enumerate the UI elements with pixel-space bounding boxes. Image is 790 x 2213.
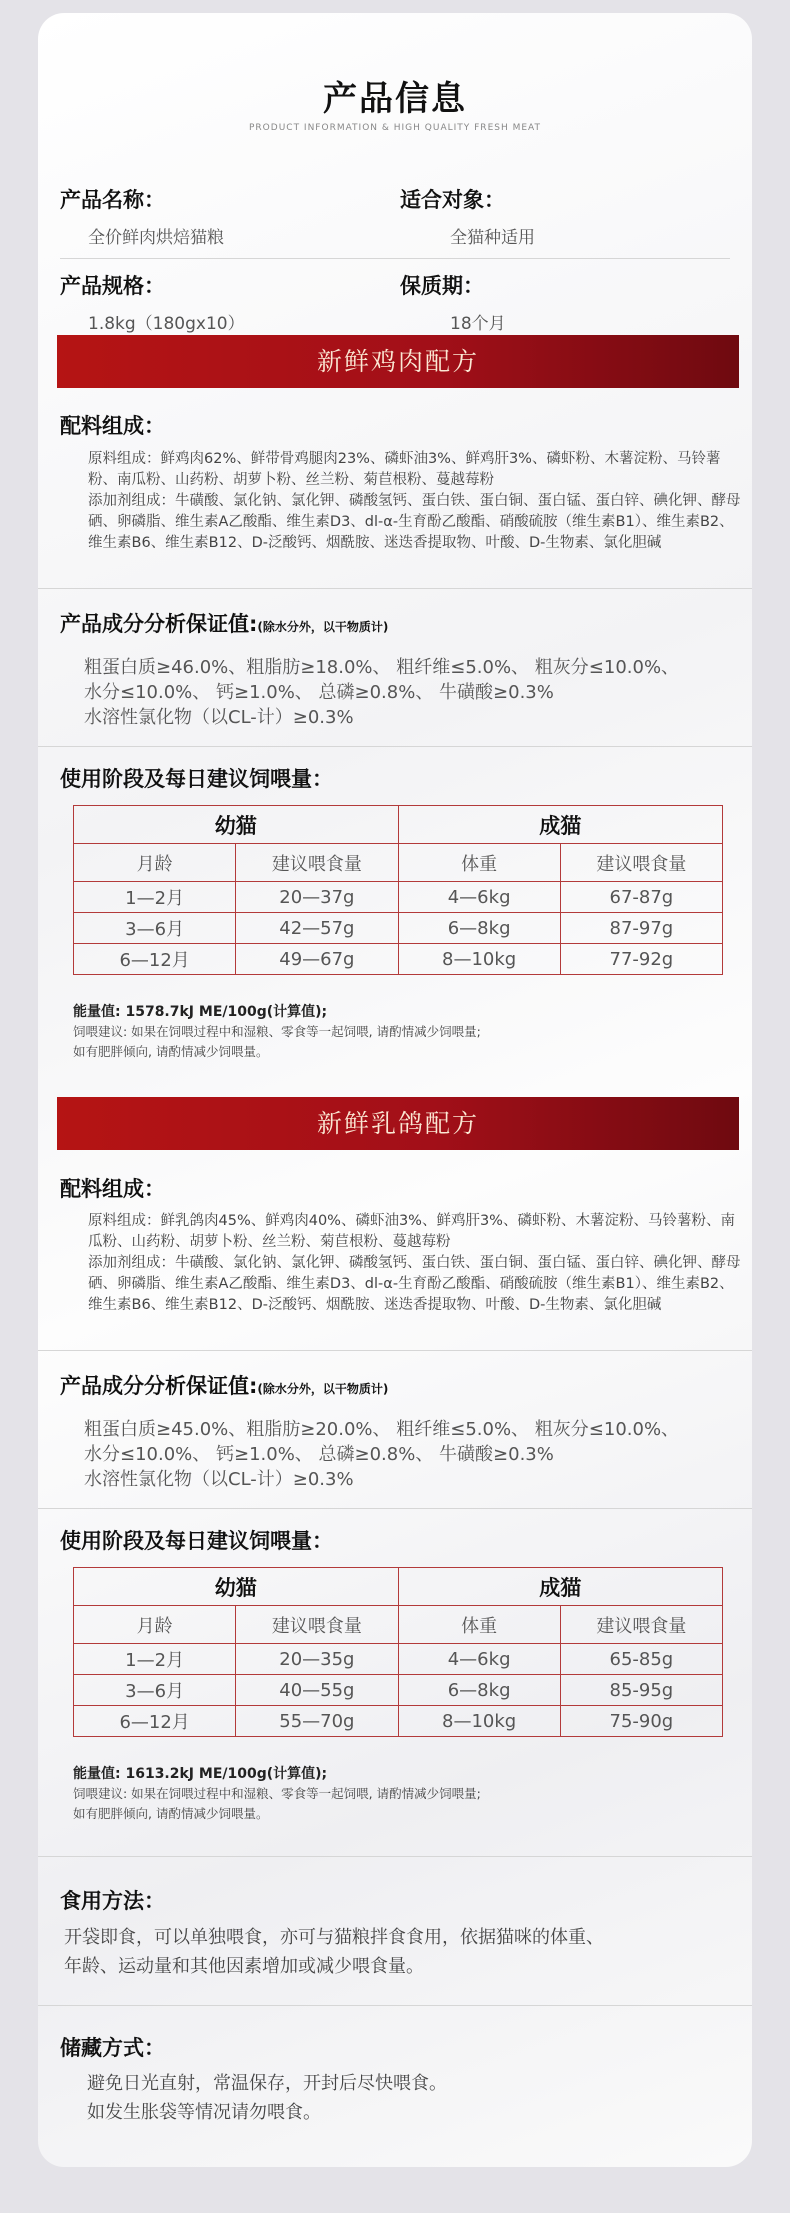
usage-text	[64, 1923, 604, 1981]
feeding-note: 饲喂建议: 如果在饲喂过程中和湿粮、零食等一起饲喂, 请酌情减少饲喂量;	[73, 1024, 481, 1039]
divider	[60, 258, 730, 259]
additives: 添加剂组成：牛磺酸、氯化钠、氯化钾、磷酸氢钙、蛋白铁、蛋白铜、蛋白锰、蛋白锌、碘化钾、酵母硒、卵磷脂、维生素A乙酸酯、维生素D3、dl-α-生育酚乙酸酯、硝酸硫胺（维生素B1）、维生素B2、维生素B6、维生素B12、D-泛酸钙、烟酰胺、迷迭香提取物、叶酸、D-生物素、氯化胆碱	[88, 493, 741, 551]
spec-label: 产品规格：	[60, 274, 165, 298]
divider	[38, 1856, 752, 1857]
table-cell: 40—55g	[236, 1675, 398, 1706]
storage-title: 储藏方式：	[60, 2036, 165, 2060]
analysis-row: 粗蛋白质≥46.0%、粗脂肪≥18.0%、 粗纤维≤5.0%、 粗灰分≤10.0%、	[84, 657, 680, 678]
analysis-note: (除水分外，以干物质计)	[257, 1382, 389, 1396]
divider	[38, 1508, 752, 1509]
table-cell: 4—6kg	[398, 1644, 560, 1675]
page-title: 产品信息	[323, 79, 467, 119]
table-row	[74, 1675, 723, 1706]
divider	[38, 746, 752, 747]
table-cell: 1—2月	[74, 882, 236, 913]
page-subtitle: PRODUCT INFORMATION & HIGH QUALITY FRESH MEAT	[249, 123, 541, 133]
analysis-row: 水分≤10.0%、 钙≥1.0%、 总磷≥0.8%、 牛磺酸≥0.3%	[84, 1444, 554, 1465]
table-cell: 8—10kg	[398, 1706, 560, 1737]
table-row	[74, 882, 723, 913]
table-cell: 6—12月	[74, 1706, 236, 1737]
table-cell: 4—6kg	[398, 882, 560, 913]
storage-line: 避免日光直射，常温保存，开封后尽快喂食。	[87, 2073, 447, 2094]
ingredients-block	[88, 449, 748, 554]
raw-ingredients: 原料组成：鲜乳鸽肉45%、鲜鸡肉40%、磷虾油3%、鲜鸡肝3%、磷虾粉、木薯淀粉、马铃薯粉、南瓜粉、山药粉、胡萝卜粉、丝兰粉、菊苣根粉、蔓越莓粉	[88, 1213, 735, 1250]
table-row	[74, 944, 723, 975]
col-header: 月龄	[74, 1606, 236, 1644]
analysis-row: 粗蛋白质≥45.0%、粗脂肪≥20.0%、 粗纤维≤5.0%、 粗灰分≤10.0%、	[84, 1419, 680, 1440]
table-cell: 6—8kg	[398, 913, 560, 944]
feeding-table	[73, 1567, 723, 1737]
table-cell: 77-92g	[560, 944, 722, 975]
adult-header: 成猫	[398, 806, 723, 844]
analysis-row: 水分≤10.0%、 钙≥1.0%、 总磷≥0.8%、 牛磺酸≥0.3%	[84, 682, 554, 703]
table-cell: 55—70g	[236, 1706, 398, 1737]
analysis-title: 产品成分分析保证值:(除水分外，以干物质计)	[60, 1374, 389, 1398]
adult-header: 成猫	[398, 1568, 723, 1606]
usage-line: 开袋即食，可以单独喂食，亦可与猫粮拌食食用，依据猫咪的体重、	[64, 1927, 604, 1948]
energy-value: 能量值: 1578.7kJ ME/100g(计算值);	[73, 1004, 328, 1020]
table-row	[74, 1644, 723, 1675]
table-cell: 20—35g	[236, 1644, 398, 1675]
feeding-note: 如有肥胖倾向, 请酌情减少饲喂量。	[73, 1044, 269, 1059]
product-name-label: 产品名称：	[60, 188, 165, 212]
usage-title: 食用方法：	[60, 1889, 165, 1913]
ingredients-title: 配料组成：	[60, 414, 165, 438]
table-cell: 3—6月	[74, 913, 236, 944]
analysis-title: 产品成分分析保证值:(除水分外，以干物质计)	[60, 612, 389, 636]
product-info-card	[38, 13, 752, 2167]
ingredients-block	[88, 1211, 748, 1316]
col-header: 月龄	[74, 844, 236, 882]
table-cell: 6—12月	[74, 944, 236, 975]
col-header: 体重	[398, 844, 560, 882]
table-cell: 49—67g	[236, 944, 398, 975]
table-cell: 75-90g	[560, 1706, 722, 1737]
table-cell: 6—8kg	[398, 1675, 560, 1706]
shelf-life-value: 18个月	[450, 314, 506, 334]
storage-line: 如发生胀袋等情况请勿喂食。	[87, 2102, 321, 2123]
table-cell: 67-87g	[560, 882, 722, 913]
usage-line: 年龄、运动量和其他因素增加或减少喂食量。	[64, 1956, 424, 1977]
analysis-row: 水溶性氯化物（以CL-计）≥0.3%	[84, 707, 354, 728]
kitten-header: 幼猫	[74, 806, 399, 844]
spec-value: 1.8kg（180gx10）	[88, 314, 245, 334]
formula-banner-pigeon: 新鲜乳鸽配方	[57, 1097, 739, 1150]
feeding-title: 使用阶段及每日建议饲喂量：	[60, 767, 333, 791]
table-cell: 42—57g	[236, 913, 398, 944]
table-cell: 1—2月	[74, 1644, 236, 1675]
table-cell: 20—37g	[236, 882, 398, 913]
col-header: 建议喂食量	[236, 1606, 398, 1644]
feeding-title: 使用阶段及每日建议饲喂量：	[60, 1529, 333, 1553]
additives: 添加剂组成：牛磺酸、氯化钠、氯化钾、磷酸氢钙、蛋白铁、蛋白铜、蛋白锰、蛋白锌、碘化钾、酵母硒、卵磷脂、维生素A乙酸酯、维生素D3、dl-α-生育酚乙酸酯、硝酸硫胺（维生素B1）、维生素B2、维生素B6、维生素B12、D-泛酸钙、烟酰胺、迷迭香提取物、叶酸、D-生物素、氯化胆碱	[88, 1255, 741, 1313]
analysis-note: (除水分外，以干物质计)	[257, 620, 389, 634]
col-header: 建议喂食量	[236, 844, 398, 882]
feeding-note: 如有肥胖倾向, 请酌情减少饲喂量。	[73, 1806, 269, 1821]
table-cell: 8—10kg	[398, 944, 560, 975]
raw-ingredients: 原料组成：鲜鸡肉62%、鲜带骨鸡腿肉23%、磷虾油3%、鲜鸡肝3%、磷虾粉、木薯淀粉、马铃薯粉、南瓜粉、山药粉、胡萝卜粉、丝兰粉、菊苣根粉、蔓越莓粉	[88, 451, 721, 488]
table-row	[74, 1706, 723, 1737]
col-header: 体重	[398, 1606, 560, 1644]
feeding-note: 饲喂建议: 如果在饲喂过程中和湿粮、零食等一起饲喂, 请酌情减少饲喂量;	[73, 1786, 481, 1801]
col-header: 建议喂食量	[560, 1606, 722, 1644]
table-cell: 85-95g	[560, 1675, 722, 1706]
analysis-row: 水溶性氯化物（以CL-计）≥0.3%	[84, 1469, 354, 1490]
ingredients-title: 配料组成：	[60, 1177, 165, 1201]
col-header: 建议喂食量	[560, 844, 722, 882]
storage-text	[87, 2069, 447, 2127]
table-cell: 87-97g	[560, 913, 722, 944]
table-cell: 65-85g	[560, 1644, 722, 1675]
divider	[38, 1350, 752, 1351]
table-cell: 3—6月	[74, 1675, 236, 1706]
table-row	[74, 913, 723, 944]
formula-banner-chicken: 新鲜鸡肉配方	[57, 335, 739, 388]
divider	[38, 2005, 752, 2006]
product-name-value: 全价鲜肉烘焙猫粮	[88, 228, 224, 248]
divider	[38, 588, 752, 589]
feeding-table	[73, 805, 723, 975]
target-label: 适合对象：	[400, 188, 505, 212]
kitten-header: 幼猫	[74, 1568, 399, 1606]
shelf-life-label: 保质期：	[400, 274, 484, 298]
energy-value: 能量值: 1613.2kJ ME/100g(计算值);	[73, 1766, 328, 1782]
target-value: 全猫种适用	[450, 228, 535, 248]
